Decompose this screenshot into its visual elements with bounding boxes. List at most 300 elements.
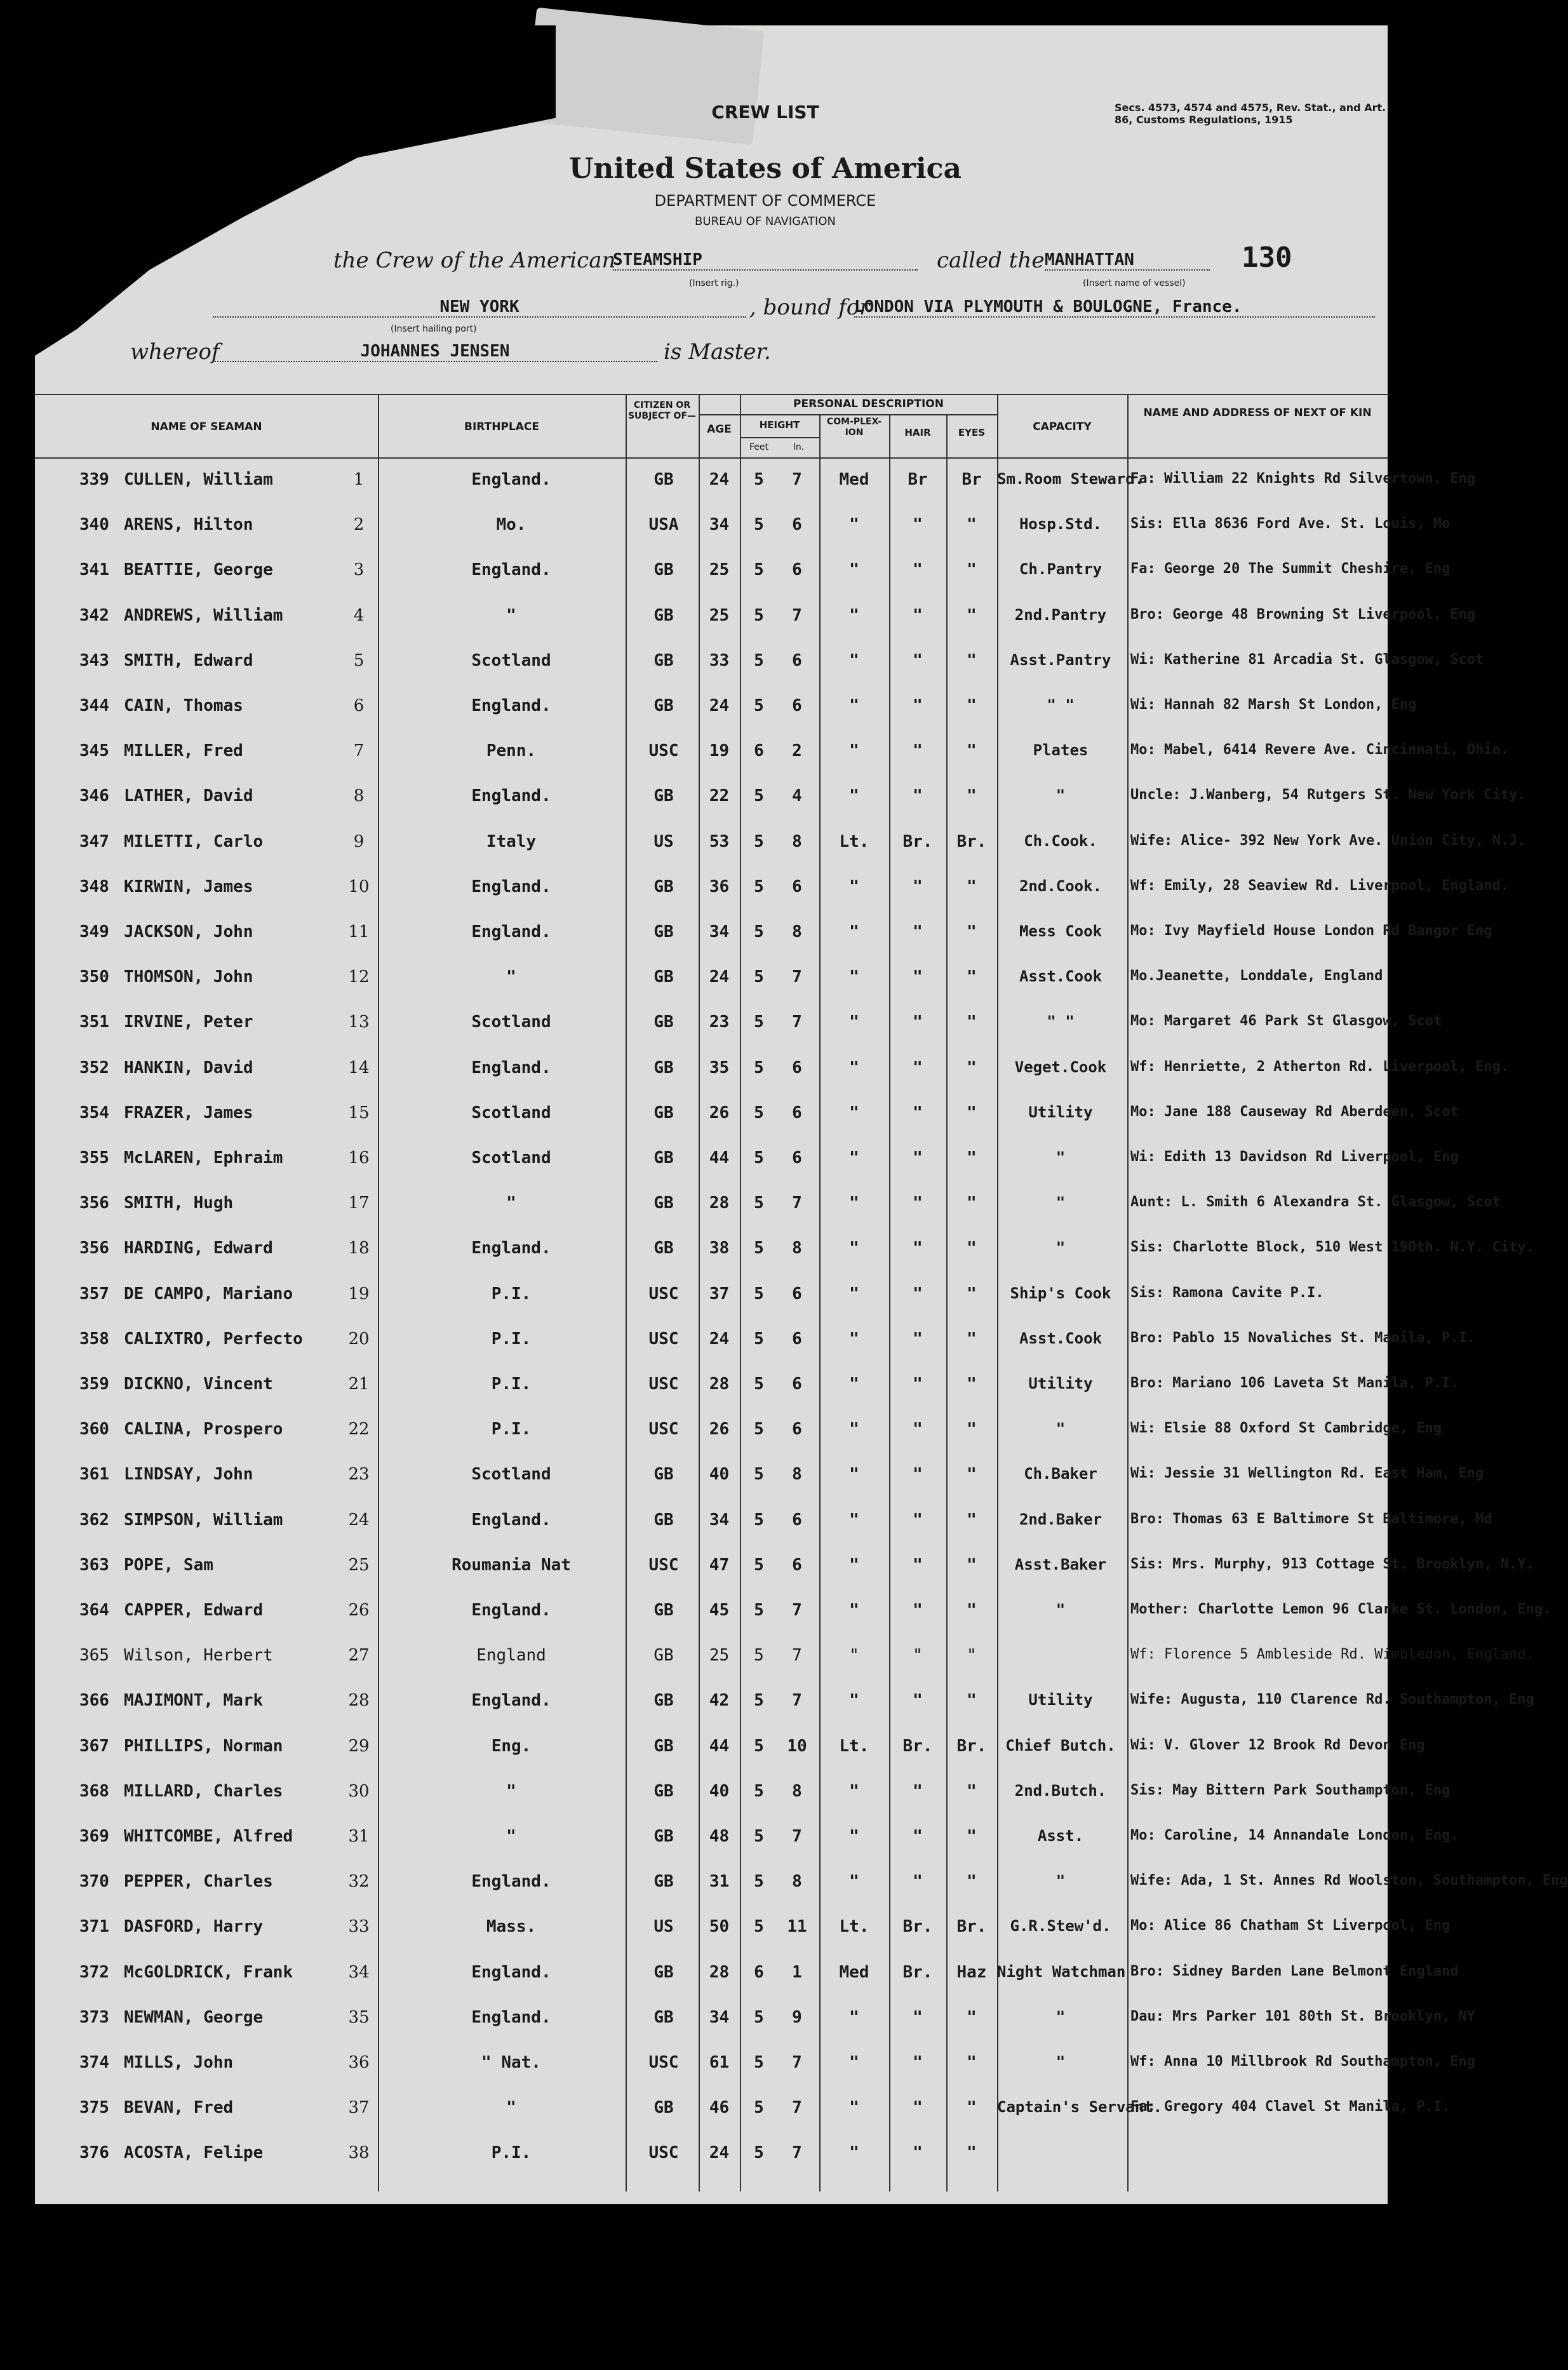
birthplace: England. [471, 470, 551, 489]
birthplace: England. [471, 877, 551, 896]
age: 31 [709, 1872, 730, 1892]
complexion: Lt. [839, 1917, 869, 1937]
age: 34 [709, 1510, 730, 1530]
height-inches: 6 [792, 1058, 802, 1077]
col-hair: HAIR [904, 427, 931, 438]
master-label: is Master. [664, 339, 771, 365]
entry-number: 28 [348, 1691, 370, 1711]
hair: " [913, 1194, 923, 1213]
next-of-kin: Wi: V. Glover 12 Brook Rd Devon Eng [1130, 1737, 1425, 1753]
complexion: " [849, 877, 859, 896]
entry-number: 3 [353, 560, 365, 580]
capacity: 2nd.Butch. [1014, 1781, 1107, 1800]
age: 24 [709, 2143, 730, 2163]
age: 40 [709, 1781, 730, 1801]
capacity: " [1055, 2053, 1066, 2071]
capacity: " [1055, 1148, 1066, 1166]
eyes: " [967, 1510, 977, 1530]
entry-number: 27 [348, 1646, 370, 1666]
entry-number: 37 [348, 2098, 370, 2118]
next-of-kin: Wife: Alice- 392 New York Ave. Union City, N.J. [1130, 832, 1526, 849]
next-of-kin: Bro: Mariano 106 Laveta St Manila, P.I. [1130, 1375, 1459, 1391]
birthplace: England [476, 1646, 546, 1666]
complexion: " [849, 1284, 859, 1303]
col-next-of-kin: NAME AND ADDRESS OF NEXT OF KIN [1143, 407, 1372, 419]
age: 26 [709, 1420, 730, 1439]
row-number: 344 [79, 696, 109, 715]
hair: " [913, 741, 923, 761]
next-of-kin: Wife: Augusta, 110 Clarence Rd. Southampton, Eng [1130, 1692, 1534, 1708]
entry-number: 26 [348, 1601, 370, 1620]
next-of-kin: Wi: Hannah 82 Marsh St London, Eng [1130, 697, 1417, 713]
complexion: " [849, 650, 859, 670]
complexion: " [849, 1601, 859, 1620]
row-number: 363 [79, 1555, 109, 1575]
complexion: Lt. [839, 832, 869, 851]
table-row [35, 832, 1526, 875]
seaman-name: LATHER, David [124, 786, 253, 806]
entry-number: 8 [353, 786, 365, 806]
age: 24 [709, 967, 730, 987]
eyes: " [967, 2007, 977, 2027]
age: 42 [709, 1691, 730, 1711]
entry-number: 14 [348, 1058, 370, 1077]
row-number: 369 [79, 1827, 109, 1846]
height-feet: 5 [754, 1872, 764, 1892]
complexion: " [849, 2098, 859, 2118]
complexion: " [849, 2143, 859, 2163]
seaman-name: BEVAN, Fred [124, 2098, 234, 2118]
citizenship: USC [648, 1329, 679, 1349]
eyes: " [967, 741, 977, 761]
hair: Br. [902, 1917, 933, 1937]
table-row [35, 1962, 1459, 2006]
height-inches: 6 [792, 1329, 802, 1349]
birthplace: P.I. [491, 1420, 532, 1439]
row-number: 349 [79, 922, 109, 941]
age: 25 [709, 560, 730, 580]
height-inches: 6 [792, 877, 802, 896]
seaman-name: CALIXTRO, Perfecto [124, 1329, 303, 1349]
eyes: " [967, 1058, 977, 1077]
height-inches: 6 [792, 1284, 802, 1303]
row-number: 370 [79, 1872, 109, 1892]
eyes: " [967, 877, 977, 896]
capacity: Ch.Pantry [1019, 560, 1102, 579]
height-feet: 5 [754, 1781, 764, 1801]
row-number: 341 [79, 560, 109, 580]
citizenship: GB [653, 696, 674, 715]
complexion: " [849, 967, 859, 987]
birthplace: Mass. [486, 1917, 537, 1937]
next-of-kin: Wf: Henriette, 2 Atherton Rd. Liverpool, Eng. [1130, 1058, 1510, 1075]
row-number: 350 [79, 967, 109, 987]
birthplace: England. [471, 1872, 551, 1892]
table-row [35, 1194, 1501, 1237]
height-inches: 11 [787, 1917, 807, 1937]
capacity: Night Watchman [997, 1962, 1126, 1981]
capacity: Asst. [1037, 1827, 1084, 1845]
height-inches: 9 [792, 2007, 802, 2027]
table-header-border [35, 457, 1388, 459]
next-of-kin: Bro: George 48 Browning St Liverpool, Eng [1130, 606, 1476, 623]
col-personal: PERSONAL DESCRIPTION [793, 398, 944, 410]
height-feet: 5 [754, 1148, 764, 1168]
row-number: 367 [79, 1736, 109, 1756]
entry-number: 4 [353, 605, 365, 625]
next-of-kin: Mo: Jane 188 Causeway Rd Aberdeen, Scot [1130, 1103, 1459, 1120]
hair: " [913, 1827, 923, 1846]
table-row [35, 515, 1451, 558]
age: 34 [709, 2007, 730, 2027]
row-number: 342 [79, 605, 109, 625]
citizenship: GB [653, 1103, 674, 1122]
eyes: Br. [956, 1736, 987, 1756]
seaman-name: ANDREWS, William [124, 605, 283, 625]
age: 25 [709, 605, 730, 625]
birthplace: P.I. [491, 2143, 532, 2163]
table-row [35, 1284, 1388, 1328]
citizenship: USC [648, 1420, 679, 1439]
hair: " [913, 2053, 923, 2072]
birthplace: " [506, 967, 516, 987]
citizenship: GB [653, 1465, 674, 1485]
table-row [35, 877, 1510, 920]
birthplace: " [506, 1781, 516, 1801]
row-number: 339 [79, 470, 109, 489]
eyes: " [967, 786, 977, 806]
entry-number: 7 [353, 741, 365, 761]
age: 34 [709, 515, 730, 535]
eyes: " [967, 1691, 977, 1711]
next-of-kin: Sis: Ella 8636 Ford Ave. St. Louis, Mo [1130, 516, 1451, 532]
height-inches: 6 [792, 1420, 802, 1439]
row-number: 345 [79, 741, 109, 761]
col-height: HEIGHT [759, 419, 800, 431]
age: 40 [709, 1465, 730, 1485]
capacity: Asst.Pantry [1010, 650, 1111, 669]
complexion: " [849, 1013, 859, 1032]
capacity: Mess Cook [1019, 922, 1102, 940]
capacity: " [1055, 2007, 1066, 2026]
eyes: " [967, 1827, 977, 1846]
height-feet: 5 [754, 1465, 764, 1485]
hair: " [913, 1148, 923, 1168]
citizenship: GB [653, 1239, 674, 1258]
regulation-reference: Secs. 4573, 4574 and 4575, Rev. Stat., and Art. 86, Customs Regulations, 1915 [1115, 102, 1386, 126]
hair: " [913, 1284, 923, 1303]
next-of-kin: Wi: Katherine 81 Arcadia St. Glasgow, Scot [1130, 651, 1484, 668]
age: 22 [709, 786, 730, 806]
entry-number: 21 [348, 1375, 370, 1394]
eyes: " [967, 1239, 977, 1258]
hair: " [913, 1646, 923, 1666]
seaman-name: DASFORD, Harry [124, 1917, 264, 1937]
height-feet: 5 [754, 786, 764, 806]
entry-number: 35 [348, 2007, 370, 2027]
next-of-kin: Wi: Edith 13 Davidson Rd Liverpool, Eng [1130, 1149, 1459, 1165]
height-inches: 4 [792, 786, 802, 806]
table-row [35, 1781, 1451, 1825]
entry-number: 30 [348, 1781, 370, 1801]
hair: Br. [902, 1962, 933, 1982]
age: 45 [709, 1601, 730, 1620]
eyes: " [967, 1375, 977, 1394]
age: 24 [709, 470, 730, 489]
seaman-name: MAJIMONT, Mark [124, 1691, 264, 1711]
height-feet: 6 [754, 741, 764, 761]
height-inches: 7 [792, 2053, 802, 2072]
complexion: " [849, 1781, 859, 1801]
table-row [35, 967, 1388, 1011]
hair: Br. [902, 832, 933, 851]
entry-number: 29 [348, 1736, 370, 1756]
height-feet: 5 [754, 1601, 764, 1620]
seaman-name: CAIN, Thomas [124, 696, 243, 715]
table-row [35, 1510, 1492, 1554]
complexion: " [849, 2007, 859, 2027]
hair: " [913, 1555, 923, 1575]
next-of-kin: Wf: Anna 10 Millbrook Rd Southampton, Eng [1130, 2054, 1476, 2070]
entry-number: 15 [348, 1103, 370, 1122]
seaman-name: BEATTIE, George [124, 560, 273, 580]
height-feet: 5 [754, 832, 764, 851]
height-inches: 7 [792, 1646, 802, 1666]
next-of-kin: Wife: Ada, 1 St. Annes Rd Woolston, Southampton, Eng [1130, 1873, 1568, 1889]
next-of-kin: Fa: William 22 Knights Rd Silvertown, Eng [1130, 471, 1476, 487]
row-number: 356 [79, 1194, 109, 1213]
hair: " [913, 1872, 923, 1892]
table-row [35, 2143, 1388, 2186]
entry-number: 20 [348, 1329, 370, 1349]
hair: " [913, 605, 923, 625]
eyes: " [967, 1420, 977, 1439]
capacity: " [1055, 1872, 1066, 1890]
seaman-name: SMITH, Edward [124, 650, 253, 670]
height-inches: 8 [792, 1781, 802, 1801]
height-feet: 5 [754, 877, 764, 896]
citizenship: GB [653, 2098, 674, 2118]
age: 28 [709, 1194, 730, 1213]
height-inches: 2 [792, 741, 802, 761]
form-title: CREW LIST [711, 102, 819, 123]
entry-number: 24 [348, 1510, 370, 1530]
next-of-kin: Bro: Thomas 63 E Baltimore St Baltimore, Md [1130, 1511, 1492, 1527]
height-inches: 7 [792, 1691, 802, 1711]
table-row [35, 2007, 1476, 2051]
height-feet: 5 [754, 1827, 764, 1846]
bound-for-label: , bound for [749, 295, 870, 320]
country-title: United States of America [569, 152, 962, 185]
row-number: 366 [79, 1691, 109, 1711]
col-inches: In. [793, 442, 805, 452]
age: 28 [709, 1375, 730, 1394]
department: DEPARTMENT OF COMMERCE [654, 192, 876, 210]
next-of-kin: Fa: Gregory 404 Clavel St Manila, P.I. [1130, 2099, 1451, 2115]
height-inches: 7 [792, 1827, 802, 1846]
next-of-kin: Bro: Pablo 15 Novaliches St. Manila, P.I. [1130, 1330, 1476, 1346]
hair: " [913, 877, 923, 896]
age: 46 [709, 2098, 730, 2118]
col-capacity: CAPACITY [1033, 421, 1092, 433]
table-row [35, 2098, 1451, 2141]
eyes: " [967, 1284, 977, 1303]
col-eyes: EYES [958, 427, 986, 438]
citizenship: USC [648, 1555, 679, 1575]
birthplace: Italy [486, 832, 537, 851]
capacity: Plates [1033, 741, 1089, 760]
row-number: 371 [79, 1917, 109, 1937]
age: 47 [709, 1555, 730, 1575]
entry-number: 19 [348, 1284, 370, 1303]
next-of-kin: Aunt: L. Smith 6 Alexandra St. Glasgow, Scot [1130, 1194, 1501, 1211]
eyes: " [967, 1013, 977, 1032]
height-inches: 6 [792, 1148, 802, 1168]
complexion: " [849, 1420, 859, 1439]
height-inches: 6 [792, 696, 802, 715]
eyes: " [967, 1601, 977, 1620]
citizenship: GB [653, 650, 674, 670]
height-feet: 5 [754, 2098, 764, 2118]
seaman-name: SIMPSON, William [124, 1510, 283, 1530]
height-feet: 5 [754, 2143, 764, 2163]
capacity: Captain's Servant. [997, 2098, 1163, 2117]
birthplace: England. [471, 1691, 551, 1711]
vessel-name: MANHATTAN [1045, 250, 1210, 271]
bureau: BUREAU OF NAVIGATION [695, 215, 836, 228]
hair: " [913, 515, 923, 535]
row-number: 351 [79, 1013, 109, 1032]
height-inches: 7 [792, 2143, 802, 2163]
complexion: " [849, 1465, 859, 1485]
birthplace: Scotland [471, 650, 551, 670]
table-row [35, 741, 1510, 784]
eyes: " [967, 1194, 977, 1213]
height-feet: 5 [754, 650, 764, 670]
eyes: " [967, 2053, 977, 2072]
birthplace: Scotland [471, 1013, 551, 1032]
capacity: Chief Butch. [1005, 1736, 1116, 1754]
height-inches: 6 [792, 1555, 802, 1575]
seaman-name: MILLS, John [124, 2053, 234, 2072]
seaman-name: JACKSON, John [124, 922, 253, 941]
seaman-name: Wilson, Herbert [124, 1646, 273, 1666]
height-feet: 5 [754, 922, 764, 941]
age: 44 [709, 1736, 730, 1756]
citizenship: GB [653, 1058, 674, 1077]
height-inches: 7 [792, 470, 802, 489]
row-number: 365 [79, 1646, 109, 1666]
capacity: " [1055, 1194, 1066, 1212]
citizenship: GB [653, 605, 674, 625]
entry-number: 13 [348, 1013, 370, 1032]
next-of-kin: Sis: Mrs. Murphy, 913 Cottage St. Brooklyn, N.Y. [1130, 1556, 1534, 1572]
complexion: " [849, 605, 859, 625]
age: 25 [709, 1646, 730, 1666]
entry-number: 2 [353, 515, 365, 535]
seaman-name: ARENS, Hilton [124, 515, 253, 535]
capacity: Ship's Cook [1010, 1284, 1111, 1302]
table-row [35, 650, 1484, 694]
next-of-kin: Uncle: J.Wanberg, 54 Rutgers St. New York City. [1130, 787, 1526, 804]
table-row [35, 1420, 1442, 1463]
height-feet: 5 [754, 1329, 764, 1349]
capacity: Ch.Baker [1024, 1465, 1097, 1483]
row-number: 346 [79, 786, 109, 806]
capacity: Veget.Cook [1014, 1058, 1107, 1076]
table-row [35, 1736, 1425, 1780]
age: 38 [709, 1239, 730, 1258]
height-inches: 7 [792, 1013, 802, 1032]
hair: " [913, 1510, 923, 1530]
height-feet: 5 [754, 967, 764, 987]
col-citizen: CITIZEN OR SUBJECT OF— [627, 400, 697, 421]
entry-number: 34 [348, 1962, 370, 1982]
hair: " [913, 1420, 923, 1439]
next-of-kin: Wf: Florence 5 Ambleside Rd. Wimbledon, England. [1130, 1646, 1534, 1663]
hair: " [913, 1465, 923, 1485]
height-feet: 5 [754, 1736, 764, 1756]
age: 37 [709, 1284, 730, 1303]
birthplace: England. [471, 560, 551, 580]
table-row [35, 922, 1492, 966]
hair: " [913, 1103, 923, 1122]
seaman-name: THOMSON, John [124, 967, 253, 987]
table-row [35, 1646, 1534, 1689]
entry-number: 23 [348, 1465, 370, 1485]
citizenship: GB [653, 1781, 674, 1801]
folded-tab [525, 8, 765, 145]
entry-number: 1 [353, 470, 365, 489]
next-of-kin: Wf: Emily, 28 Seaview Rd. Liverpool, England. [1130, 877, 1510, 894]
eyes: Haz [956, 1962, 987, 1982]
age: 48 [709, 1827, 730, 1846]
table-row [35, 1058, 1510, 1101]
eyes: " [967, 1103, 977, 1122]
entry-number: 6 [353, 696, 365, 715]
next-of-kin: Fa: George 20 The Summit Cheshire, Eng [1130, 561, 1451, 577]
crew-of-label: the Crew of the American [333, 248, 616, 273]
eyes: " [967, 560, 977, 580]
citizenship: US [653, 1917, 674, 1937]
table-row [35, 2053, 1476, 2096]
table-row [35, 1872, 1568, 1915]
birthplace: P.I. [491, 1284, 532, 1303]
capacity: " [1055, 1420, 1066, 1438]
eyes: " [967, 1555, 977, 1575]
birthplace: " Nat. [481, 2053, 541, 2072]
row-number: 374 [79, 2053, 109, 2072]
birthplace: England. [471, 1962, 551, 1982]
height-feet: 5 [754, 1420, 764, 1439]
complexion: " [849, 1239, 859, 1258]
capacity: " " [1047, 1013, 1075, 1031]
hair: " [913, 2143, 923, 2163]
eyes: " [967, 605, 977, 625]
next-of-kin: Wi: Jessie 31 Wellington Rd. East Ham, Eng [1130, 1465, 1484, 1482]
complexion: " [849, 1510, 859, 1530]
seaman-name: HARDING, Edward [124, 1239, 273, 1258]
hair: " [913, 560, 923, 580]
capacity: Utility [1028, 1375, 1093, 1392]
master-name: JOHANNES JENSEN [213, 342, 657, 362]
height-inches: 7 [792, 1601, 802, 1620]
eyes: Br. [956, 832, 987, 851]
entry-number: 16 [348, 1148, 370, 1168]
table-row [35, 786, 1526, 830]
row-number: 356 [79, 1239, 109, 1258]
rig-value: STEAMSHIP [613, 250, 918, 271]
